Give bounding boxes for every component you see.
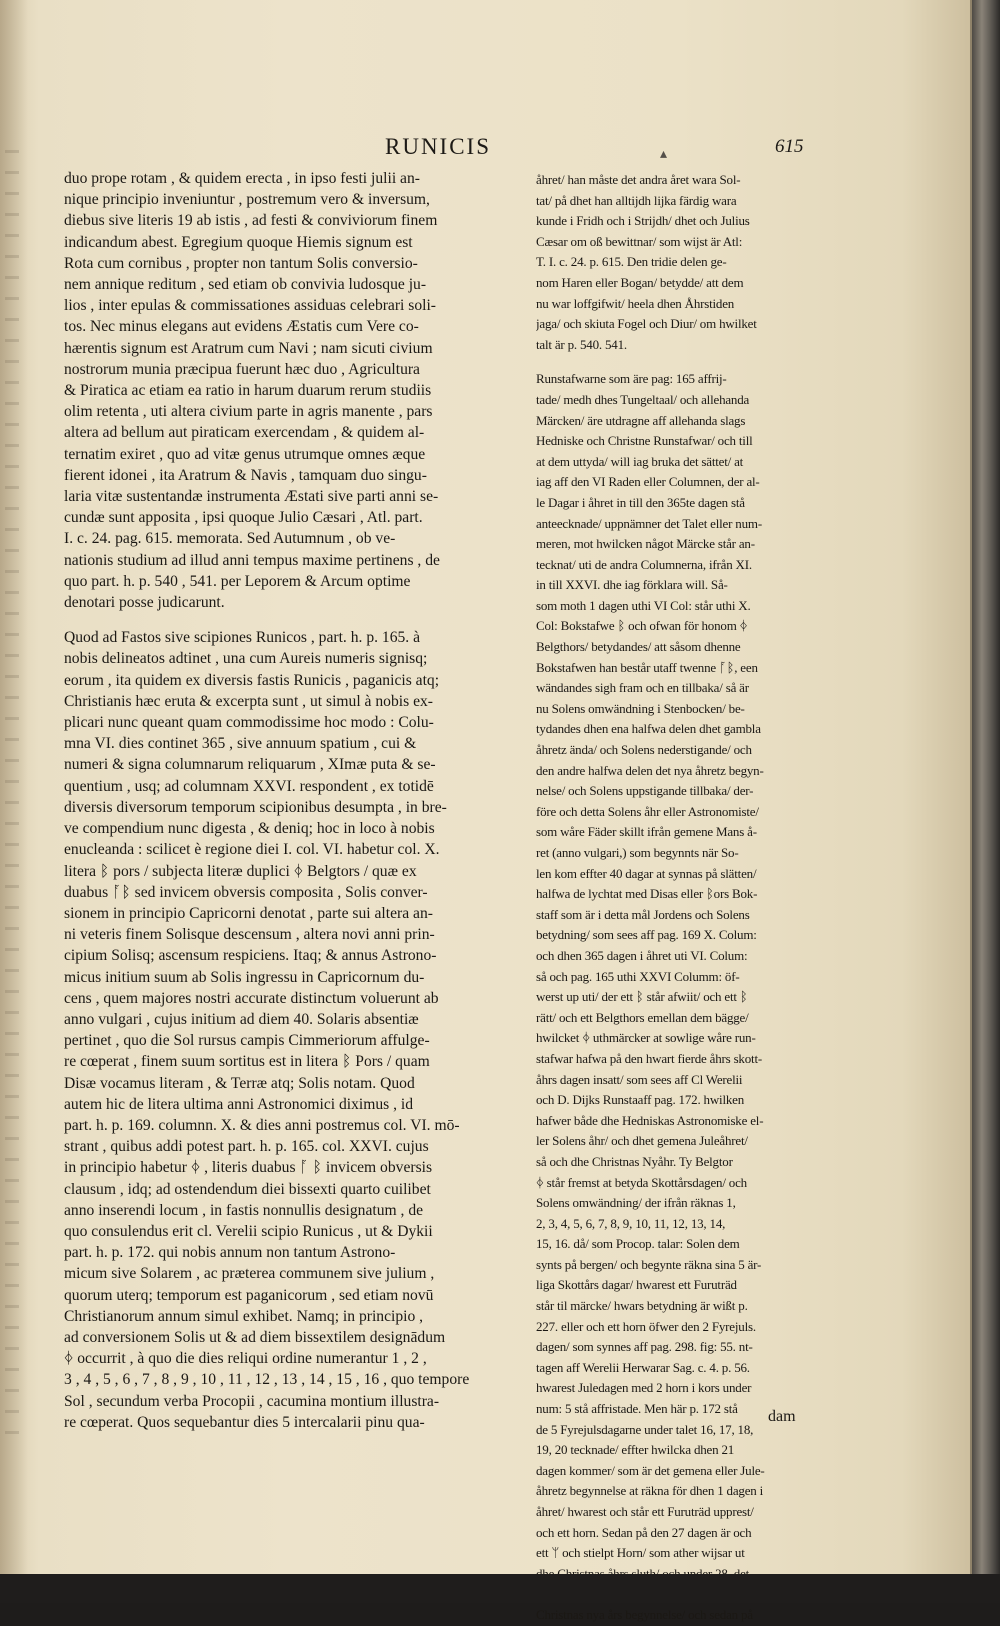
swedish-text-line: meren, mot hwilcken något Märcke står an- bbox=[536, 536, 755, 552]
swedish-text-line: och D. Dijks Runstaaff pag. 172. hwilken bbox=[536, 1092, 745, 1108]
swedish-text-line: hafwer både dhe Hedniskas Astronomiske el- bbox=[536, 1112, 764, 1128]
swedish-text-line: åhretz ända/ och Solens nederstigande/ och bbox=[536, 742, 752, 758]
latin-text-line: enucleanda : scilicet è regione diei I. col. VI. habetur col. X. bbox=[64, 841, 440, 859]
swedish-text-line: Col: Bokstafwe ᛒ och ofwan för honom ᛄ bbox=[536, 618, 748, 634]
swedish-text-line: werst up uti/ der ett ᛒ står afwiit/ och ett ᛒ bbox=[536, 989, 748, 1005]
swedish-text-line: rätt/ och ett Belgthors emellan dem bägge/ bbox=[536, 1009, 749, 1025]
latin-text-line: indicandum abest. Egregium quoque Hiemis signum est bbox=[64, 233, 413, 251]
latin-text-line: Christianorum annum simul exhibet. Namq; in principio , bbox=[64, 1307, 424, 1325]
latin-text-line: pertinet , quo die Sol rursus campis Cimmeriorum affulge- bbox=[64, 1032, 430, 1050]
latin-text-line: cens , quem majores nostri accurate distinctum voluerunt ab bbox=[64, 989, 439, 1007]
swedish-text-line: och dhen 365 dagen i åhret uti VI. Colum: bbox=[536, 947, 748, 963]
latin-text-line: part. h. p. 169. columnn. X. & dies anni postremus col. VI. mō- bbox=[64, 1116, 460, 1134]
swedish-text-line: num: 5 stå affristade. Men här p. 172 stå bbox=[536, 1401, 738, 1417]
swedish-text-line: ler Solens åhr/ och dhet gemena Juleåhret/ bbox=[536, 1133, 748, 1149]
swedish-text-line: in till XXVI. dhe iag förklara will. Så- bbox=[536, 577, 728, 593]
swedish-text-line: Cæsar om oß bewittnar/ som wijst är Atl: bbox=[536, 233, 743, 249]
catchword: dam bbox=[768, 1408, 796, 1425]
swedish-text-line: de 5 Fyrejulsdagarne under talet 16, 17, 18, bbox=[536, 1421, 754, 1437]
swedish-text-line: 19, 20 tecknade/ effter hwilcka dhen 21 bbox=[536, 1442, 735, 1458]
latin-text-line: clausum , idq; ad ostendendum diei bissexti quarto cuilibet bbox=[64, 1180, 431, 1198]
page-gutter-shadow bbox=[5, 150, 19, 1450]
latin-text-line: diversis diversorum temporum scipionibus desumpta , in bre- bbox=[64, 798, 447, 816]
swedish-text-line: ret (anno vulgari,) som begynnts när So- bbox=[536, 845, 739, 860]
swedish-text-line: tecknat/ uti de andra Columnerna, ifrån XI. bbox=[536, 556, 752, 572]
latin-text-line: autem hic de litera ultima anni Astronomici diximus , id bbox=[64, 1095, 414, 1113]
latin-text-line: ad conversionem Solis ut & ad diem bissextilem designādum bbox=[64, 1328, 446, 1346]
latin-text-column bbox=[64, 168, 516, 1433]
swedish-text-line: Bokstafwen han består utaff twenne ᚪᛒ, een bbox=[536, 659, 758, 675]
latin-text-line: quo part. h. p. 540 , 541. per Leporem & Arcum optime bbox=[64, 572, 411, 590]
latin-text-line: altera ad bellum aut piraticam exercendam , & quidem al- bbox=[64, 424, 425, 442]
swedish-text-line: tade/ medh dhes Tungeltaal/ och allehanda bbox=[536, 391, 750, 407]
latin-text-line: 3 , 4 , 5 , 6 , 7 , 8 , 9 , 10 , 11 , 12 , 13 , 14 , 15 , 16 , quo tempore bbox=[64, 1371, 470, 1389]
swedish-text-line: Runstafwarne som äre pag: 165 affrij- bbox=[536, 371, 727, 387]
swedish-text-line: som moth 1 dagen uthi VI Col: står uthi X. bbox=[536, 597, 751, 613]
swedish-text-line: T. I. c. 24. p. 615. Den tridie delen ge- bbox=[536, 254, 727, 270]
swedish-text-line: dagen kommer/ som är det gemena eller Jule- bbox=[536, 1462, 765, 1478]
swedish-text-line: Hedniske och Christne Runstafwar/ och till bbox=[536, 433, 753, 449]
latin-text-line: part. h. p. 172. qui nobis annum non tantum Astrono- bbox=[64, 1244, 396, 1262]
latin-text-line: strant , quibus addi potest part. h. p. 165. col. XXVI. cujus bbox=[64, 1138, 429, 1156]
latin-text-line: litera ᛒ pors / subjecta literæ duplici ᛄ Belgtors / quæ ex bbox=[64, 862, 417, 880]
latin-text-line: ni veteris finem Solisque descensum , altera novi anni prin- bbox=[64, 926, 435, 944]
latin-text-line: duabus ᚪᛒ sed invicem obversis composita , Solis conver- bbox=[64, 883, 428, 901]
latin-text-line: Disæ vocamus literam , & Terræ atq; Solis notam. Quod bbox=[64, 1074, 415, 1092]
latin-text-line: nem annique reditum , sed etiam ob convivia ludosque ju- bbox=[64, 276, 427, 294]
latin-text-line: laria vitæ sustentandæ instrumenta Æstati sive parti anni se- bbox=[64, 488, 439, 506]
latin-text-line bbox=[64, 613, 516, 627]
swedish-text-line: 2, 3, 4, 5, 6, 7, 8, 9, 10, 11, 12, 13, 14, bbox=[536, 1215, 726, 1231]
latin-text-line: mna VI. dies continet 365 , sive annuum spatium , cui & bbox=[64, 735, 417, 753]
swedish-text-line: åhret/ hwarest och står ett Furuträd upprest/ bbox=[536, 1504, 754, 1519]
latin-text-line: hærentis signum est Aratrum cum Navi ; nam sicuti civium bbox=[64, 339, 433, 357]
swedish-text-line: tydandes dhen ena halfwa delen dhet gambla bbox=[536, 721, 761, 737]
swedish-text-line: åhretz begynnelse at räkna för dhen 1 dagen i bbox=[536, 1483, 764, 1499]
swedish-text-line: le Dagar i åhret in till den 365te dagen stå bbox=[536, 494, 745, 510]
swedish-text-line: står til märcke/ hwars betydning är wißt p. bbox=[536, 1298, 748, 1314]
latin-text-line: Christianis hæc eruta & excerpta sunt , ut simul à nobis ex- bbox=[64, 692, 433, 710]
swedish-text-line: hwilcket ᛄ uthmärcker at sowlige wåre run- bbox=[536, 1030, 756, 1046]
swedish-text-line: anteecknade/ uppnämner det Talet eller num- bbox=[536, 515, 762, 531]
swedish-text-line: tat/ på dhet han alltijdh lijka färdig wara bbox=[536, 192, 737, 208]
latin-text-line: eorum , ita quidem ex diversis fastis Runicis , paganicis atq; bbox=[64, 671, 440, 689]
swedish-text-line: len kom effter 40 dagar at synnas på slätten/ bbox=[536, 865, 757, 881]
scan-border bbox=[0, 1574, 1000, 1603]
swedish-text-line: Solens omwändning/ der ifrån räknas 1, bbox=[536, 1195, 736, 1211]
latin-text-line: in principio habetur ᛄ , literis duabus ᚪ ᛒ invicem obversis bbox=[64, 1159, 433, 1177]
latin-text-line: re cœperat , finem suum sortitus est in litera ᛒ Pors / quam bbox=[64, 1053, 430, 1071]
swedish-text-line: så och dhe Christnas Nyåhr. Ty Belgtor bbox=[536, 1153, 733, 1169]
swedish-text-line: Belgthors/ betydandes/ att såsom dhenne bbox=[536, 639, 741, 655]
latin-text-line: micus initium suum ab Solis ingressu in Capricornum du- bbox=[64, 968, 425, 986]
swedish-text-line: talt är p. 540. 541. bbox=[536, 336, 627, 352]
latin-text-line: micum sive Solarem , ac præterea communem sive julium , bbox=[64, 1265, 435, 1283]
latin-text-line: re cœperat. Quos sequebantur dies 5 intercalarii pinu qua- bbox=[64, 1413, 425, 1431]
latin-text-line: plicari nunc queant quam commodissime hoc modo : Colu- bbox=[64, 714, 434, 732]
latin-text-line: Rota cum cornibus , propter non tantum Solis conversio- bbox=[64, 254, 418, 272]
swedish-text-line: nom Haren eller Bogan/ betydde/ att dem bbox=[536, 274, 744, 290]
swedish-text-line: 227. eller och ett horn öfwer den 2 Fyrejuls. bbox=[536, 1318, 756, 1334]
latin-text-line: anno inserendi locum , in fastis nonnullis designatum , de bbox=[64, 1201, 424, 1219]
latin-text-line: nostrorum munia præcipua fuerunt hæc duo , Agricultura bbox=[64, 360, 420, 378]
book-edge bbox=[972, 0, 1000, 1603]
swedish-text-line: nelse/ och Solens uppstigande tillbaka/ der- bbox=[536, 783, 754, 799]
latin-text-line: cundæ sunt apposita , ipsi quoque Julio Cæsari , Atl. part. bbox=[64, 509, 423, 527]
swedish-text-line: ᛄ står fremst at betyda Skottårsdagen/ och bbox=[536, 1174, 747, 1190]
swedish-text-line: liga Skottårs dagar/ hwarest ett Furuträd bbox=[536, 1277, 737, 1293]
page-number: 615 bbox=[775, 136, 804, 157]
latin-text-line: numeri & signa columnarum reliquarum , XImæ puta & se- bbox=[64, 756, 436, 774]
latin-text-line: ternatim exiret , quo ad vitæ genus utrumque omnes æque bbox=[64, 445, 426, 463]
swedish-text-line: och ett horn. Sedan på den 27 dagen är och bbox=[536, 1524, 752, 1540]
swedish-text-line: nu war loffgifwit/ heela dhen Åhrstiden bbox=[536, 295, 735, 311]
swedish-text-line: nu Solens omwändning i Stenbocken/ be- bbox=[536, 700, 745, 716]
swedish-text-line: synts på bergen/ och begynte räkna sina 5 är- bbox=[536, 1256, 762, 1272]
latin-text-line: nationis studium ad illud anni tempus maxime pertinens , de bbox=[64, 551, 440, 569]
swedish-text-line: Christnas nya års begynnelse/ och sedan på bbox=[536, 1606, 753, 1622]
latin-text-line: ve compendium nunc digesta , & deniq; hoc in loco à nobis bbox=[64, 820, 435, 838]
latin-text-line: I. c. 24. pag. 615. memorata. Sed Autumnum , ob ve- bbox=[64, 530, 396, 548]
swedish-text-line: staff som är i detta mål Jordens och Solens bbox=[536, 906, 750, 922]
running-title: RUNICIS bbox=[385, 134, 492, 159]
latin-text-line: quo consulendus erit cl. Verelii scipio Runicus , ut & Dykii bbox=[64, 1222, 433, 1240]
latin-text-line: ᛄ occurrit , à quo die dies reliqui ordine numerantur 1 , 2 , bbox=[64, 1350, 427, 1368]
swedish-text-line: som wåre Fäder skillt ifrån gemene Mans å- bbox=[536, 824, 757, 840]
swedish-text-line: jaga/ och skiuta Fogel och Diur/ om hwilket bbox=[536, 316, 757, 332]
latin-text-line: quentium , usq; ad columnam XXVI. respondent , ex totidē bbox=[64, 777, 434, 795]
swedish-text-line: före och detta Solens åhr eller Astronomiste/ bbox=[536, 803, 759, 819]
swedish-text-line: den andre halfwa delen det nya åhretz begyn- bbox=[536, 762, 764, 778]
swedish-text-line: wändandes sigh fram och en tillbaka/ så är bbox=[536, 680, 749, 696]
swedish-text-line: iag aff den VI Raden eller Columnen, der al- bbox=[536, 474, 760, 490]
swedish-text-line: Märcken/ äre utdragne aff allehanda slags bbox=[536, 412, 746, 428]
swedish-text-line: dagen/ som synnes aff pag. 298. fig: 55. nt- bbox=[536, 1339, 753, 1355]
swedish-text-line: hwarest Juledagen med 2 horn i kors under bbox=[536, 1380, 752, 1396]
latin-text-line: fierent idonei , ita Aratrum & Navis , tamquam duo singu- bbox=[64, 466, 427, 484]
swedish-text-line: halfwa de lychtat med Disas eller ᛒors Bok- bbox=[536, 886, 758, 902]
swedish-text-line: tagen aff Werelii Herwarar Sag. c. 4. p. 56. bbox=[536, 1359, 750, 1375]
latin-text-line: olim retenta , uti altera civium parte in agris manente , pars bbox=[64, 403, 433, 421]
swedish-text-line bbox=[536, 355, 820, 369]
latin-text-line: nobis delineatos adtinet , una cum Aureis numeris signisq; bbox=[64, 650, 428, 668]
latin-text-line: Sol , secundum verba Procopii , cacumina montium illustra- bbox=[64, 1392, 440, 1410]
latin-text-line: denotari posse judicarunt. bbox=[64, 594, 225, 612]
latin-text-line: & Piratica ac etiam ea ratio in harum duarum rerum studiis bbox=[64, 382, 432, 400]
swedish-text-line: kunde i Fridh och i Strijdh/ dhet och Julius bbox=[536, 213, 750, 229]
latin-text-line: Quod ad Fastos sive scipiones Runicos , part. h. p. 165. à bbox=[64, 629, 421, 647]
swedish-text-line: åhrs dagen insatt/ som sees aff Cl Werelii bbox=[536, 1071, 743, 1087]
latin-text-line: sionem in principio Capricorni denotat , parte sui altera an- bbox=[64, 904, 433, 922]
latin-text-line: diebus sive literis 19 ab istis , ad festi & conviviorum finem bbox=[64, 212, 438, 230]
latin-text-line: tos. Nec minus elegans aut evidens Æstatis cum Vere co- bbox=[64, 318, 419, 336]
swedish-text-line: så och pag. 165 uthi XXVI Columm: öf- bbox=[536, 968, 740, 984]
swedish-text-line: betydning/ som sees aff pag. 169 X. Colum: bbox=[536, 927, 757, 943]
swedish-text-line: ett ᛘ och stielpt Horn/ som ather wijsar ut bbox=[536, 1545, 745, 1561]
latin-text-line: anno vulgari , cujus initium ad diem 40. Solaris absentiæ bbox=[64, 1010, 419, 1028]
swedish-text-line: at dem uttyda/ will iag bruka det sättet/ at bbox=[536, 453, 744, 469]
latin-text-line: duo prope rotam , & quidem erecta , in ipso festi julii an- bbox=[64, 170, 420, 187]
latin-text-line: lios , inter epulas & commissationes assiduas celebrari soli- bbox=[64, 297, 437, 315]
swedish-text-line: åhret/ han måste det andra året wara Sol- bbox=[536, 172, 741, 187]
latin-text-line: quorum uterq; temporum est paganicorum , sed etiam novū bbox=[64, 1286, 434, 1304]
swedish-text-line: 15, 16. då/ som Procop. talar: Solen dem bbox=[536, 1236, 740, 1252]
header-mark: ▴ bbox=[660, 147, 668, 162]
latin-text-line: nique principio inveniuntur , postremum vero & inversum, bbox=[64, 191, 430, 209]
swedish-text-line: stafwar hafwa på den hwart fierde åhrs skott- bbox=[536, 1050, 762, 1066]
latin-text-line: cipium Solisq; ascensum respiciens. Itaq; & annus Astrono- bbox=[64, 947, 437, 965]
